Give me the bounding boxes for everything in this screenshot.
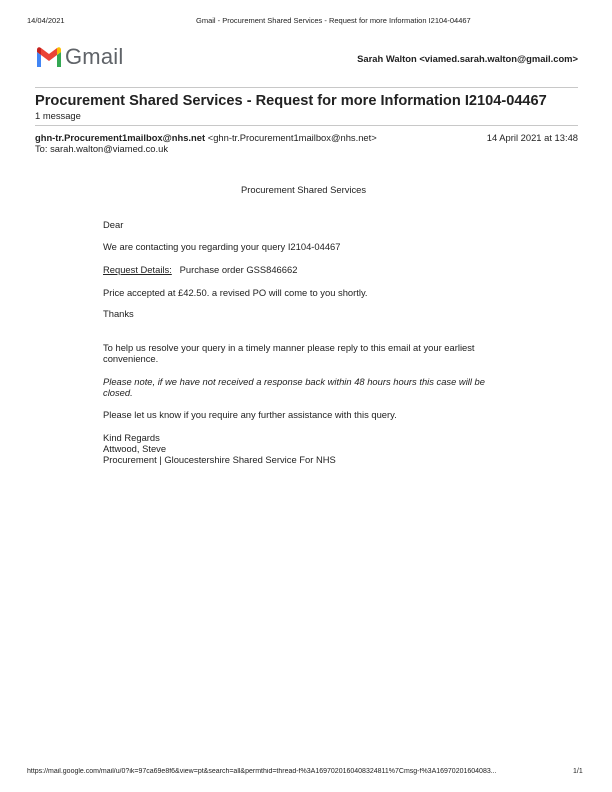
recipient: To: sarah.walton@viamed.co.uk (35, 143, 169, 154)
account-email: Sarah Walton <viamed.sarah.walton@gmail.com> (357, 53, 578, 64)
request-details (103, 264, 297, 276)
print-date: 14/04/2021 (27, 16, 65, 25)
request-details-label: Request Details: (103, 264, 172, 275)
request-details-value: Purchase order GSS846662 (179, 264, 298, 275)
print-title: Gmail - Procurement Shared Services - Request for more Information I2104-04467 (196, 16, 471, 25)
note-line-1: Please note, if we have not received a response back within 48 hours hours this case will be (103, 376, 485, 387)
signature-name: Attwood, Steve (103, 443, 167, 454)
message-count: 1 message (35, 110, 81, 121)
print-page-number: 1/1 (573, 768, 583, 775)
signature-dept: Procurement | Gloucestershire Shared Service For NHS (103, 454, 336, 465)
email-date: 14 April 2021 at 13:48 (486, 132, 578, 143)
body-heading: Procurement Shared Services (241, 184, 367, 195)
header-divider (35, 87, 578, 88)
sender (35, 132, 377, 143)
assistance-line: Please let us know if you require any further assistance with this query. (103, 409, 397, 420)
gmail-logo[interactable] (35, 45, 127, 69)
gmail-m-icon (35, 46, 63, 68)
thanks: Thanks (103, 308, 134, 319)
email-subject: Procurement Shared Services - Request for more Information I2104-04467 (35, 93, 547, 109)
price-line: Price accepted at £42.50. a revised PO will come to you shortly. (103, 287, 368, 298)
sender-address: <ghn-tr.Procurement1mailbox@nhs.net> (207, 132, 377, 143)
subject-divider (35, 125, 578, 126)
sender-name: ghn-tr.Procurement1mailbox@nhs.net (35, 132, 206, 143)
print-url: https://mail.google.com/mail/u/0?ik=97ca69e8f6&view=pt&search=all&permthid=thread-f%3A1697020160408324811%7Cmsg-f%3A16970201604083... (27, 768, 497, 775)
help-line-2: convenience. (103, 353, 159, 364)
sign-off: Kind Regards (103, 432, 160, 443)
note-line-2: closed. (103, 387, 133, 398)
help-line-1: To help us resolve your query in a timely manner please reply to this email at your earliest (103, 342, 475, 353)
gmail-logo-text: Gmail (65, 44, 124, 69)
greeting: Dear (103, 219, 124, 230)
query-line: We are contacting you regarding your query I2104-04467 (103, 241, 341, 252)
